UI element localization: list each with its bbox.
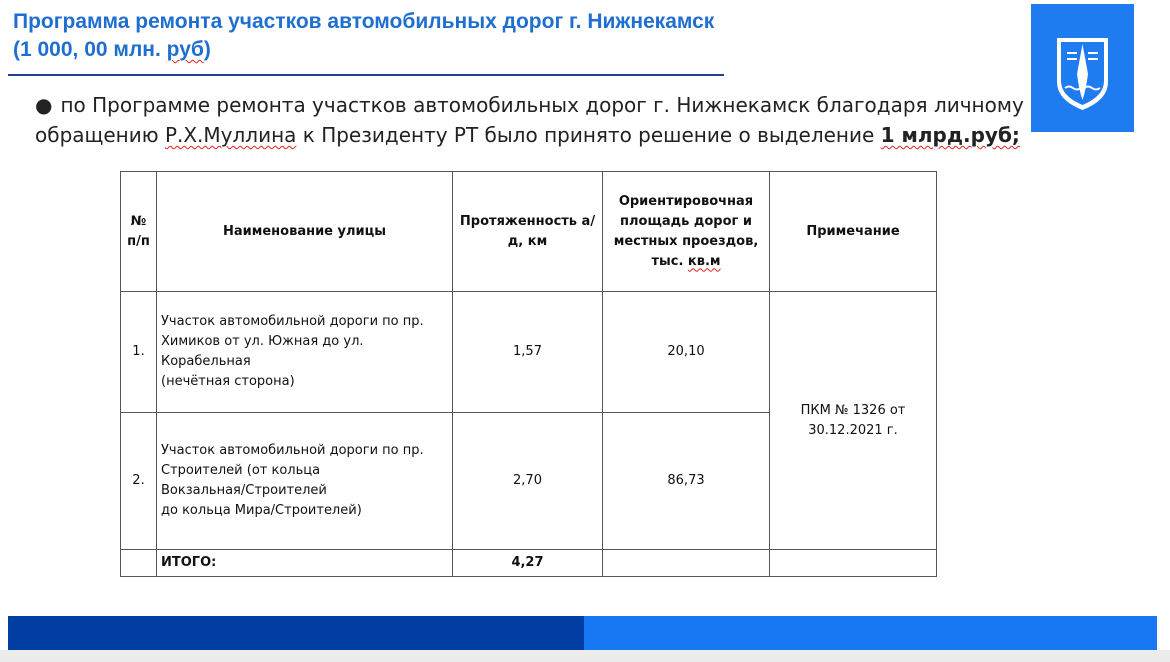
row-2-name-line-1: Участок автомобильной дороги по пр.	[161, 443, 424, 458]
bullet-dot-icon: ●	[35, 93, 53, 117]
row-2-name-line-4: до кольца Мира/Строителей)	[161, 503, 362, 518]
title-line-2	[13, 36, 714, 64]
row-1-name-line-3: (нечётная сторона)	[161, 374, 295, 389]
road-repair-table	[120, 171, 937, 577]
header-num: № п/п	[121, 172, 157, 292]
bullet-paragraph	[35, 90, 1025, 150]
header-note: Примечание	[770, 172, 937, 292]
bullet-bold-amount: 1 млрд.руб;	[880, 123, 1020, 147]
header-area	[603, 172, 770, 292]
total-label: ИТОГО:	[157, 550, 453, 577]
total-num-empty	[121, 550, 157, 577]
footer-bar-light	[584, 616, 1157, 650]
table-row	[121, 292, 937, 413]
header-length: Протяженность а/д, км	[453, 172, 603, 292]
note-line-2: 30.12.2021 г.	[808, 422, 898, 438]
title-line-2-pre: (1 000, 00 млн.	[13, 38, 167, 61]
bullet-name: Р.Х.Муллина	[164, 123, 297, 147]
title-line-2-post: )	[203, 38, 211, 61]
total-area-empty	[603, 550, 770, 577]
header-area-text: Ориентировочная площадь дорог и местных проездов, тыс.	[613, 193, 759, 269]
table-total-row	[121, 550, 937, 577]
row-2-name	[157, 413, 453, 550]
row-1-num: 1.	[121, 292, 157, 413]
title-line-2-underlined: руб	[166, 38, 204, 61]
header-name: Наименование улицы	[157, 172, 453, 292]
row-2-num: 2.	[121, 413, 157, 550]
nizhnekamsk-coat-of-arms-icon	[1031, 4, 1134, 132]
row-1-area: 20,10	[603, 292, 770, 413]
bullet-text-2: к Президенту РТ было принято решение о выделение	[296, 123, 881, 147]
total-note-empty	[770, 550, 937, 577]
row-1-name-line-2: Химиков от ул. Южная до ул. Корабельная	[161, 334, 364, 369]
row-1-length: 1,57	[453, 292, 603, 413]
title-line-1: Программа ремонта участков автомобильных дорог г. Нижнекамск	[13, 10, 715, 33]
bullet-text-1: по Программе ремонта участков автомобильных дорог г. Нижнекамск благодаря личному обращению	[35, 93, 1024, 147]
row-2-name-line-2: Строителей (от кольца	[161, 463, 321, 478]
table-header-row	[121, 172, 937, 292]
bottom-strip	[0, 650, 1170, 662]
note-line-1: ПКМ № 1326 от	[800, 402, 906, 418]
row-1-name	[157, 292, 453, 413]
total-length: 4,27	[453, 550, 603, 577]
row-2-area: 86,73	[603, 413, 770, 550]
footer-bar-dark	[8, 616, 584, 650]
slide-title	[13, 8, 714, 64]
row-2-name-line-3: Вокзальная/Строителей	[161, 483, 327, 498]
header-area-unit: кв.м	[687, 253, 721, 269]
row-1-name-line-1: Участок автомобильной дороги по пр.	[161, 314, 424, 329]
row-2-length: 2,70	[453, 413, 603, 550]
note-merged	[770, 292, 937, 550]
title-divider	[8, 74, 724, 76]
